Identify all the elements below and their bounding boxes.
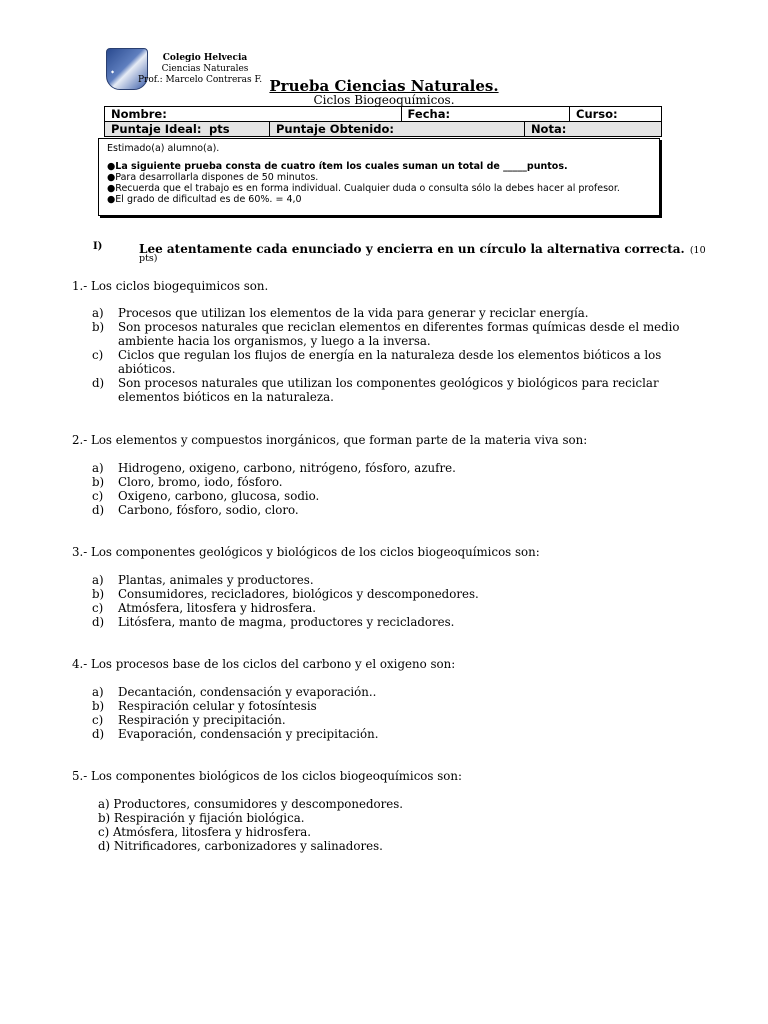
grade-cell[interactable] [524, 122, 661, 137]
option-text: Evaporación, condensación y precipitación. [118, 727, 379, 741]
note-item: ●La siguiente prueba consta de cuatro ítem los cuales suman un total de _____puntos. [107, 161, 568, 172]
option-label: d) [92, 615, 105, 629]
question-stem: 3.- Los componentes geológicos y biológicos de los ciclos biogeoquímicos son: [72, 545, 540, 559]
ideal-score-label: Puntaje Ideal: [111, 122, 202, 136]
question-option[interactable] [98, 839, 383, 853]
section-instruction [139, 238, 709, 257]
option-label: d) [92, 503, 105, 517]
option-text: Hidrogeno, oxigeno, carbono, nitrógeno, fósforo, azufre. [118, 461, 456, 475]
option-text: Litósfera, manto de magma, productores y recicladores. [118, 615, 455, 629]
option-label: c) [92, 713, 104, 727]
section-number: I) [93, 241, 103, 252]
ideal-score-cell [105, 122, 204, 137]
student-info-table [104, 106, 662, 137]
name-label: Nombre: [111, 107, 167, 121]
option-text: Atmósfera, litosfera y hidrosfera. [112, 825, 311, 839]
course-cell[interactable] [570, 107, 662, 122]
question-option[interactable] [98, 825, 311, 839]
option-label: a) [92, 461, 104, 475]
option-label: b) [92, 699, 105, 713]
note-item: ●Recuerda que el trabajo es en forma individual. Cualquier duda o consulta sólo la debes hacer al profesor. [107, 183, 620, 194]
date-label: Fecha: [407, 107, 451, 121]
option-text: Respiración celular y fotosíntesis [118, 699, 317, 713]
question-option[interactable] [98, 797, 403, 811]
option-label: c) [92, 601, 104, 615]
option-label: b) [92, 587, 105, 601]
option-label: b) [92, 475, 105, 489]
option-text: Nitrificadores, carbonizadores y salinadores. [113, 839, 383, 853]
points-unit: pts) [139, 253, 158, 264]
option-text: Ciclos que regulan los flujos de energía en la naturaleza desde los elementos bióticos a los abióticos. [118, 348, 662, 376]
obtained-score-label: Puntaje Obtenido: [276, 122, 394, 136]
option-text: Productores, consumidores y descomponedores. [113, 797, 404, 811]
option-label: d) [92, 376, 105, 390]
option-text: Son procesos naturales que utilizan los componentes geológicos y biológicos para reciclar elementos bióticos en la naturaleza. [118, 376, 659, 404]
option-label: d) [98, 839, 111, 853]
note-item: ●El grado de dificultad es de 60%. = 4,0 [107, 194, 302, 205]
instructions-box [98, 138, 660, 216]
course-label: Curso: [576, 107, 618, 121]
option-text: Procesos que utilizan los elementos de la vida para generar y reciclar energía. [118, 306, 589, 320]
option-label: a) [92, 573, 104, 587]
pts-cell [203, 122, 270, 137]
pts-label: pts [209, 122, 230, 136]
greeting: Estimado(a) alumno(a). [107, 143, 220, 154]
obtained-score-cell[interactable] [270, 122, 525, 137]
school-name: Colegio Helvecia [162, 53, 248, 63]
option-text: Respiración y fijación biológica. [113, 811, 305, 825]
question-stem: 2.- Los elementos y compuestos inorgánicos, que forman parte de la materia viva son: [72, 433, 588, 447]
grade-label: Nota: [530, 122, 567, 136]
name-cell[interactable] [105, 107, 402, 122]
teacher-name: Prof.: Marcelo Contreras F. [138, 75, 263, 85]
option-text: Atmósfera, litosfera y hidrosfera. [118, 601, 317, 615]
option-text: Cloro, bromo, iodo, fósforo. [118, 475, 283, 489]
option-text: Carbono, fósforo, sodio, cloro. [118, 503, 299, 517]
option-label: a) [92, 685, 104, 699]
school-info [150, 53, 260, 75]
option-text: Consumidores, recicladores, biológicos y descomponedores. [118, 587, 479, 601]
option-text: Oxigeno, carbono, glucosa, sodio. [118, 489, 320, 503]
question-option[interactable] [98, 811, 304, 825]
option-label: a) [92, 306, 104, 320]
option-label: b) [92, 320, 105, 334]
page-title: Prueba Ciencias Naturales. [269, 77, 499, 95]
option-label: c) [92, 489, 104, 503]
note-item: ●Para desarrollarla dispones de 50 minutos. [107, 172, 319, 183]
option-label: c) [92, 348, 104, 362]
date-cell[interactable] [401, 107, 569, 122]
points-value: (10 [689, 245, 706, 256]
option-label: a) [98, 797, 110, 811]
instruction-text: Lee atentamente cada enunciado y encierra en un círculo la alternativa correcta. [139, 242, 685, 256]
school-logo-mark: ◆ [111, 69, 115, 74]
question-stem: 4.- Los procesos base de los ciclos del carbono y el oxigeno son: [72, 657, 456, 671]
option-label: c) [98, 825, 110, 839]
option-text: Son procesos naturales que reciclan elementos en diferentes formas químicas desde el medio ambiente hacia los organismos, y luego a la inversa. [118, 320, 680, 348]
school-department: Ciencias Naturales [161, 64, 249, 74]
question-stem: 1.- Los ciclos biogequimicos son. [72, 279, 269, 293]
option-label: d) [92, 727, 105, 741]
option-text: Respiración y precipitación. [118, 713, 286, 727]
option-label: b) [98, 811, 111, 825]
page-subtitle: Ciclos Biogeoquímicos. [313, 93, 455, 107]
option-text: Plantas, animales y productores. [118, 573, 314, 587]
question-stem: 5.- Los componentes biológicos de los ciclos biogeoquímicos son: [72, 769, 462, 783]
option-text: Decantación, condensación y evaporación.. [118, 685, 377, 699]
